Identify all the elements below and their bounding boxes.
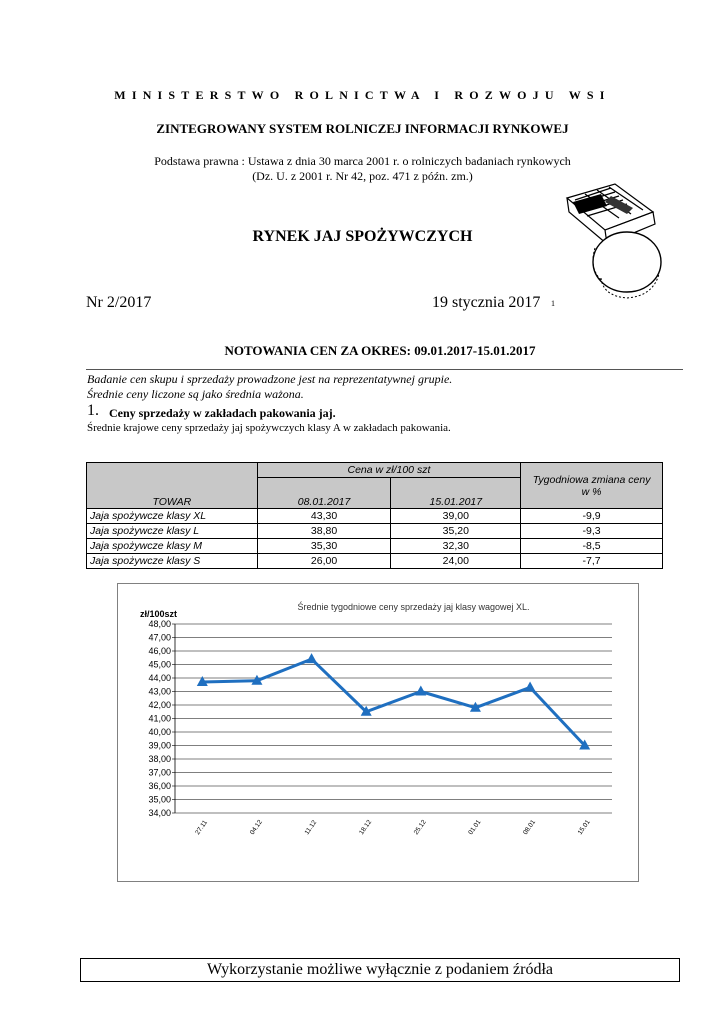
report-title: RYNEK JAJ SPOŻYWCZYCH — [252, 228, 473, 245]
price-group-header: Cena w zł/100 szt — [257, 463, 521, 478]
issue-date: 19 stycznia 2017 — [432, 294, 541, 311]
y-tick-label: 34,00 — [148, 808, 171, 818]
price-cell: 26,00 — [257, 554, 391, 569]
x-tick-label: 25.12 — [412, 818, 428, 837]
price-chart — [118, 584, 638, 881]
table-row — [87, 554, 663, 569]
date2-header: 15.01.2017 — [391, 478, 521, 509]
price-cell: 39,00 — [391, 509, 521, 524]
system-name: ZINTEGROWANY SYSTEM ROLNICZEJ INFORMACJI RYNKOWEJ — [156, 121, 569, 136]
y-tick-label: 37,00 — [148, 767, 171, 778]
chart-title: Średnie tygodniowe ceny sprzedaży jaj klasy wagowej XL. — [297, 602, 530, 612]
data-point-marker — [525, 681, 536, 691]
table-row — [87, 524, 663, 539]
price-cell: 38,80 — [257, 524, 391, 539]
table-row — [87, 509, 663, 524]
section-title: Ceny sprzedaży w zakładach pakowania jaj. — [109, 406, 336, 420]
x-tick-label: 15.01 — [576, 818, 592, 837]
series-line — [202, 659, 584, 745]
price-cell: 35,30 — [257, 539, 391, 554]
quotation-period: NOTOWANIA CEN ZA OKRES: 09.01.2017-15.01.2017 — [224, 343, 536, 358]
data-point-marker — [306, 653, 317, 663]
issue-footnote-mark: 1 — [551, 299, 555, 308]
x-tick-label: 18.12 — [358, 818, 374, 837]
product-name: Jaja spożywcze klasy XL — [87, 509, 258, 524]
y-tick-label: 41,00 — [148, 713, 171, 724]
price-cell: 43,30 — [257, 509, 391, 524]
data-point-marker — [415, 686, 426, 696]
y-tick-label: 48,00 — [148, 619, 171, 629]
y-axis-label: zł/100szt — [140, 609, 178, 619]
y-tick-label: 42,00 — [148, 700, 171, 710]
product-name: Jaja spożywcze klasy M — [87, 539, 258, 554]
change-cell: -9,3 — [521, 524, 663, 539]
section-number: 1. — [87, 402, 99, 419]
x-tick-label: 11.12 — [303, 819, 319, 837]
x-tick-label: 08.01 — [521, 818, 538, 837]
legal-basis-line1: Podstawa prawna : Ustawa z dnia 30 marca 2001 r. o rolniczych badaniach rynkowych — [154, 154, 571, 168]
date1-header: 08.01.2017 — [257, 478, 391, 509]
product-name: Jaja spożywcze klasy S — [87, 554, 258, 569]
change-cell: -8,5 — [521, 539, 663, 554]
product-header: TOWAR — [87, 463, 258, 509]
weekly-change-header — [521, 463, 663, 509]
y-tick-label: 43,00 — [148, 686, 171, 697]
price-cell: 24,00 — [391, 554, 521, 569]
divider — [86, 369, 683, 370]
note-line: Średnie ceny liczone są jako średnia ważona. — [87, 387, 304, 401]
price-cell: 35,20 — [391, 524, 521, 539]
y-tick-label: 46,00 — [148, 646, 171, 656]
product-name: Jaja spożywcze klasy L — [87, 524, 258, 539]
ministry-name: MINISTERSTWO ROLNICTWA I ROZWOJU WSI — [114, 88, 611, 102]
weekly-change-header-line1: Tygodniowa zmiana ceny — [532, 473, 651, 486]
change-cell: -7,7 — [521, 554, 663, 569]
note-line: Badanie cen skupu i sprzedaży prowadzone jest na reprezentatywnej grupie. — [87, 372, 453, 386]
y-tick-label: 40,00 — [148, 727, 171, 737]
y-tick-label: 45,00 — [148, 659, 171, 670]
y-tick-label: 39,00 — [148, 740, 171, 751]
price-cell: 32,30 — [391, 539, 521, 554]
y-tick-label: 36,00 — [148, 781, 171, 791]
weekly-change-header-line2: w % — [581, 485, 602, 498]
x-tick-label: 01.01 — [467, 818, 483, 837]
x-tick-label: 04.12 — [248, 818, 264, 837]
footer-source-note: Wykorzystanie możliwe wyłącznie z podaniem źródła — [80, 958, 680, 982]
y-tick-label: 38,00 — [148, 754, 171, 764]
x-tick-label: 27.11 — [194, 819, 210, 837]
legal-basis-line2: (Dz. U. z 2001 r. Nr 42, poz. 471 z późn. zm.) — [252, 169, 473, 183]
section-description: Średnie krajowe ceny sprzedaży jaj spożywczych klasy A w zakładach pakowania. — [87, 422, 451, 434]
table-row — [87, 539, 663, 554]
issue-number: Nr 2/2017 — [86, 294, 152, 311]
y-tick-label: 35,00 — [148, 794, 171, 805]
price-chart-frame — [117, 583, 639, 882]
y-tick-label: 47,00 — [148, 632, 171, 643]
y-tick-label: 44,00 — [148, 673, 171, 683]
price-table — [86, 462, 663, 569]
change-cell: -9,9 — [521, 509, 663, 524]
